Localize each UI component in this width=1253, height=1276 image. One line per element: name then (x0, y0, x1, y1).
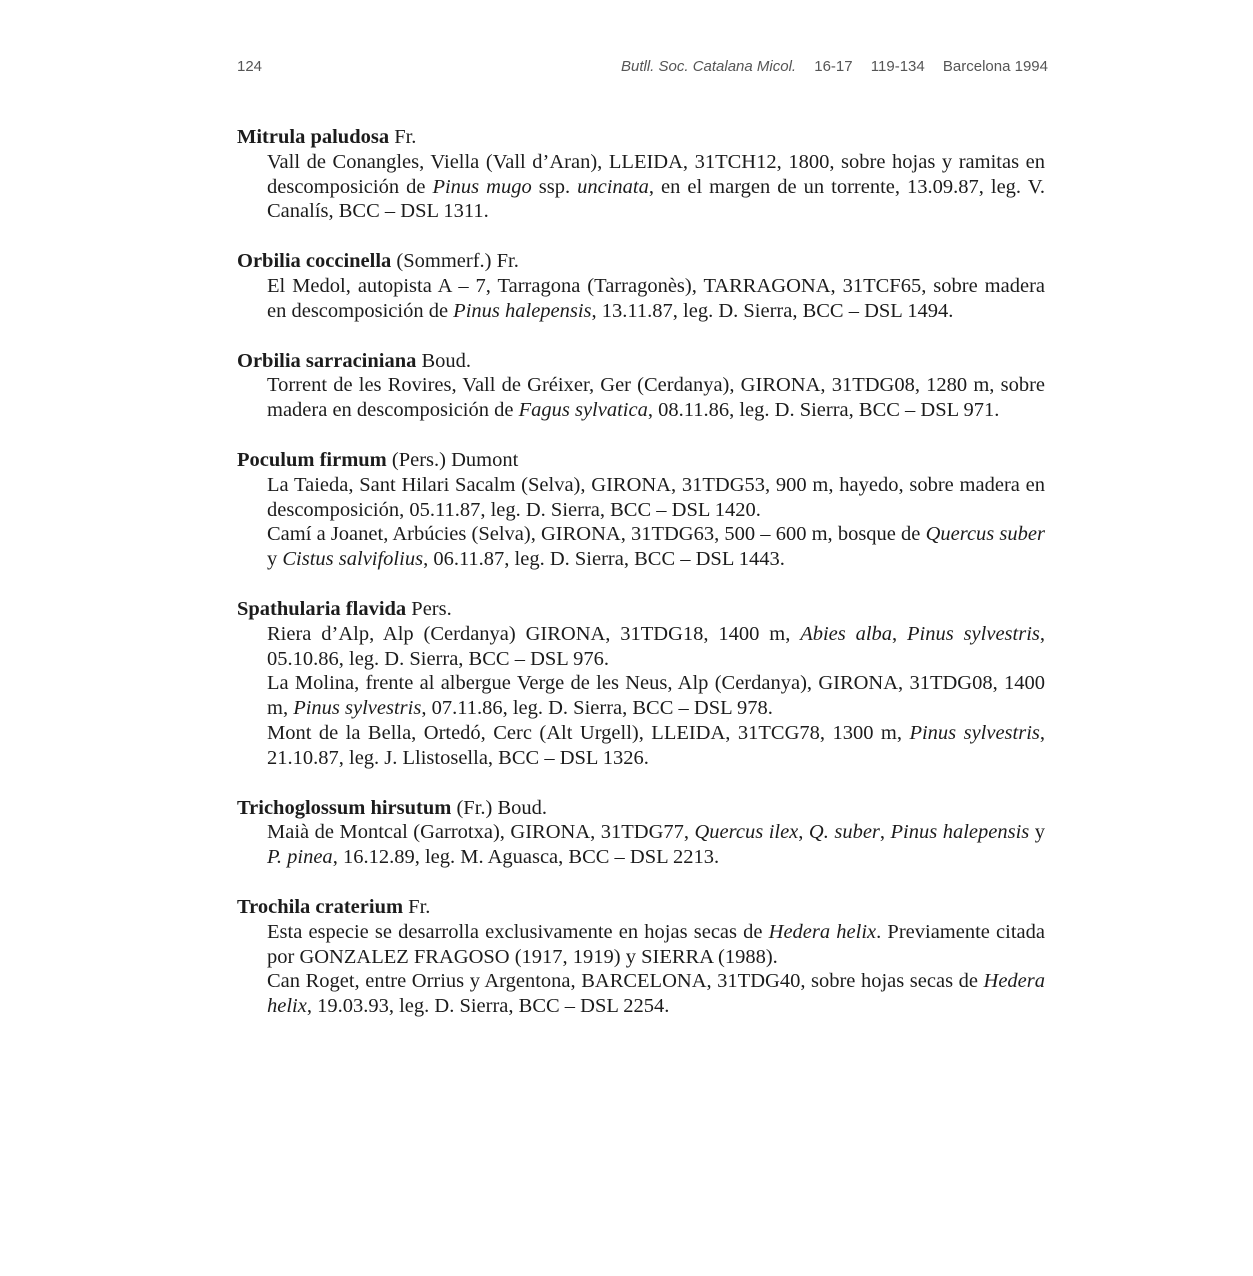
species-heading (237, 597, 1045, 622)
record-text: Maià de Montcal (Garrotxa), GIRONA, 31TDG77, (267, 821, 695, 844)
record-text: Mont de la Bella, Ortedó, Cerc (Alt Urgell), LLEIDA, 31TCG78, 1300 m, (267, 721, 910, 744)
taxon-name: P. pinea (267, 846, 333, 869)
taxon-name: Quercus ilex (694, 821, 799, 844)
species-name: Orbilia coccinella (237, 250, 392, 273)
journal-title: Butll. Soc. Catalana Micol. (621, 58, 797, 75)
record-text: , 06.11.87, leg. D. Sierra, BCC – DSL 1443. (423, 548, 785, 571)
species-heading (237, 249, 1045, 274)
record-text: , (798, 821, 809, 844)
species-name: Trichoglossum hirsutum (237, 796, 452, 819)
collection-record (237, 671, 1045, 721)
collection-record (237, 622, 1045, 672)
page-number: 124 (237, 58, 263, 75)
record-text: Can Roget, entre Orrius y Argentona, BARCELONA, 31TDG40, sobre hojas secas de (267, 970, 984, 993)
species-authority: Boud. (421, 349, 472, 372)
record-text: , 21.10.87, leg. J. Llistosella, BCC – DSL 1326. (267, 721, 1046, 769)
species-name: Trochila craterium (237, 895, 404, 918)
collection-record (237, 150, 1045, 224)
taxon-name: Pinus halepensis (453, 299, 592, 322)
running-header (237, 58, 1048, 86)
record-text: , 16.12.89, leg. M. Aguasca, BCC – DSL 2213. (332, 846, 720, 869)
record-text: Torrent de les Rovires, Vall de Gréixer, Ger (Cerdanya), GIRONA, 31TDG08, 1280 m, sobre madera en descomposición de (267, 374, 1045, 422)
taxon-name: Quercus suber (925, 523, 1045, 546)
collection-record (237, 969, 1045, 1019)
record-text: El Medol, autopista A – 7, Tarragona (Tarragonès), TARRAGONA, 31TCF65, sobre madera en descomposición de (267, 274, 1045, 322)
record-text: , 13.11.87, leg. D. Sierra, BCC – DSL 1494. (591, 299, 954, 322)
species-authority: Pers. (411, 597, 452, 620)
species-authority: (Fr.) Boud. (456, 796, 548, 819)
collection-record (237, 820, 1045, 870)
species-entry (237, 125, 1045, 224)
journal-reference (621, 58, 1048, 75)
record-text: y (267, 548, 283, 571)
record-text: ssp. (531, 175, 578, 198)
record-text: , 08.11.86, leg. D. Sierra, BCC – DSL 971. (647, 399, 1000, 422)
species-heading (237, 796, 1045, 821)
species-authority: Fr. (394, 126, 417, 148)
taxon-name: Hedera helix (267, 970, 1045, 1018)
record-text: , (892, 622, 908, 645)
collection-record (237, 522, 1045, 572)
collection-record (237, 920, 1045, 970)
collection-record (237, 373, 1045, 423)
record-text: Riera d’Alp, Alp (Cerdanya) GIRONA, 31TDG18, 1400 m, (267, 622, 801, 645)
species-list (237, 125, 1045, 1044)
record-text: , 05.10.86, leg. D. Sierra, BCC – DSL 976. (267, 622, 1046, 670)
collection-record (237, 721, 1045, 771)
taxon-name: Cistus salvifolius (282, 548, 424, 571)
record-text: Esta especie se desarrolla exclusivamente en hojas secas de (267, 920, 769, 943)
journal-volume: 16-17 (814, 58, 853, 75)
collection-record (237, 473, 1045, 523)
species-heading (237, 448, 1045, 473)
species-entry (237, 796, 1045, 870)
species-heading (237, 895, 1045, 920)
species-name: Poculum firmum (237, 448, 387, 471)
record-text: La Molina, frente al albergue Verge de les Neus, Alp (Cerdanya), GIRONA, 31TDG08, 1400 m, (267, 672, 1045, 720)
species-heading (237, 125, 1045, 150)
record-text: , 19.03.93, leg. D. Sierra, BCC – DSL 2254. (306, 995, 670, 1018)
record-text: Vall de Conangles, Viella (Vall d’Aran), LLEIDA, 31TCH12, 1800, sobre hojas y ramitas en descomposición de (267, 150, 1045, 198)
species-name: Mitrula paludosa (237, 126, 390, 148)
taxon-name: Q. suber (808, 821, 880, 844)
species-name: Spathularia flavida (237, 597, 407, 620)
species-authority: (Sommerf.) Fr. (396, 250, 519, 273)
journal-place-year: Barcelona 1994 (942, 58, 1048, 75)
species-entry (237, 448, 1045, 572)
taxon-name: Abies alba (800, 622, 893, 645)
species-name: Orbilia sarraciniana (237, 349, 417, 372)
species-authority: (Pers.) Dumont (391, 448, 519, 471)
taxon-name: Pinus mugo (432, 175, 532, 198)
species-authority: Fr. (408, 895, 431, 918)
species-entry (237, 597, 1045, 771)
taxon-name: Fagus sylvatica (518, 399, 648, 422)
record-text: , (879, 821, 891, 844)
taxon-name: Pinus halepensis (890, 821, 1030, 844)
species-entry (237, 349, 1045, 423)
record-text: La Taieda, Sant Hilari Sacalm (Selva), GIRONA, 31TDG53, 900 m, hayedo, sobre madera en descomposición, 05.11.87, leg. D. Sierra, BCC – DSL 1420. (267, 473, 1045, 521)
record-text: Camí a Joanet, Arbúcies (Selva), GIRONA, 31TDG63, 500 – 600 m, bosque de (267, 523, 926, 546)
record-text: y (1029, 821, 1046, 844)
taxon-name: uncinata (577, 175, 649, 198)
species-entry (237, 895, 1045, 1019)
taxon-name: Pinus sylvestris (293, 697, 422, 720)
species-entry (237, 249, 1045, 323)
collection-record (237, 274, 1045, 324)
taxon-name: Pinus sylvestris (907, 622, 1040, 645)
species-heading (237, 349, 1045, 374)
taxon-name: Pinus sylvestris (909, 721, 1040, 744)
record-text: . Previamente citada por GONZALEZ FRAGOSO (1917, 1919) y SIERRA (1988). (267, 920, 1045, 968)
record-text: , en el margen de un torrente, 13.09.87, leg. V. Canalís, BCC – DSL 1311. (267, 175, 1045, 223)
taxon-name: Hedera helix (768, 920, 877, 943)
record-text: , 07.11.86, leg. D. Sierra, BCC – DSL 978. (421, 697, 773, 720)
journal-pages: 119-134 (870, 58, 925, 75)
